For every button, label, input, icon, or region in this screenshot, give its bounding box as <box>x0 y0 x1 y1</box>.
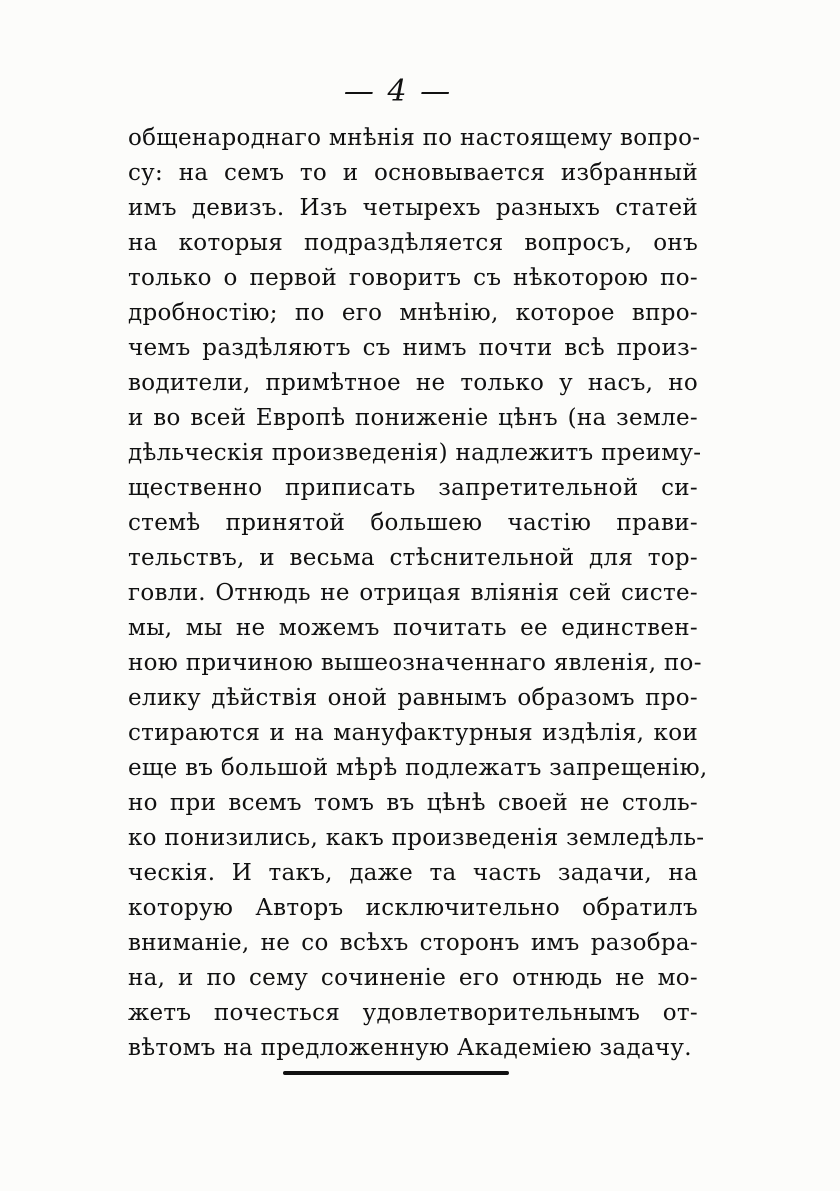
text-line: на которыя подраздѣляется вопросъ, онъ <box>128 230 698 256</box>
text-line: еще въ большой мѣрѣ подлежатъ запрещенію, <box>128 755 708 781</box>
text-line: мы, мы не можемъ почитать ее единствен- <box>128 615 698 641</box>
text-line: общенароднаго мнѣнія по настоящему вопро- <box>128 125 701 151</box>
text-line: на, и по сему сочиненіе его отнюдь не мо- <box>128 965 698 991</box>
text-line: ко понизились, какъ произведенія земледѣль- <box>128 825 705 851</box>
text-line: тельствъ, и весьма стѣснительной для тор- <box>128 545 698 571</box>
text-line: ною причиною вышеозначеннаго явленія, по- <box>128 650 702 676</box>
page-number: — 4 — <box>343 74 453 109</box>
text-line: только о первой говоритъ съ нѣкоторою по- <box>128 265 698 291</box>
text-line: елику дѣйствія оной равнымъ образомъ про- <box>128 685 698 711</box>
text-line: жетъ почесться удовлетворительнымъ от- <box>128 1000 698 1026</box>
text-line: и во всей Европѣ пониженіе цѣнъ (на земле- <box>128 405 698 431</box>
text-line: имъ девизъ. Изъ четырехъ разныхъ статей <box>128 195 698 221</box>
text-line: стираются и на мануфактурныя издѣлія, кои <box>128 720 698 746</box>
end-rule-divider <box>283 1071 509 1075</box>
text-line: щественно приписать запретительной си- <box>128 475 698 501</box>
text-line: дѣльческія произведенія) надлежитъ преиму- <box>128 440 702 466</box>
text-line: су: на семъ то и основывается избранный <box>128 160 698 186</box>
text-line: ческія. И такъ, даже та часть задачи, на <box>128 860 698 886</box>
text-line: водители, примѣтное не только у насъ, но <box>128 370 698 396</box>
text-line: чемъ раздѣляютъ съ нимъ почти всѣ произ- <box>128 335 698 361</box>
text-line: говли. Отнюдь не отрицая вліянія сей систе- <box>128 580 698 606</box>
text-line: но при всемъ томъ въ цѣнѣ своей не столь- <box>128 790 698 816</box>
body-text <box>128 121 708 1066</box>
text-line: вниманіе, не со всѣхъ сторонъ имъ разобра- <box>128 930 698 956</box>
text-line: дробностію; по его мнѣнію, которое впро- <box>128 300 698 326</box>
text-line: стемѣ принятой большею частію прави- <box>128 510 698 536</box>
text-line: которую Авторъ исключительно обратилъ <box>128 895 698 921</box>
text-line-last: вѣтомъ на предложенную Академіею задачу. <box>128 1035 692 1061</box>
